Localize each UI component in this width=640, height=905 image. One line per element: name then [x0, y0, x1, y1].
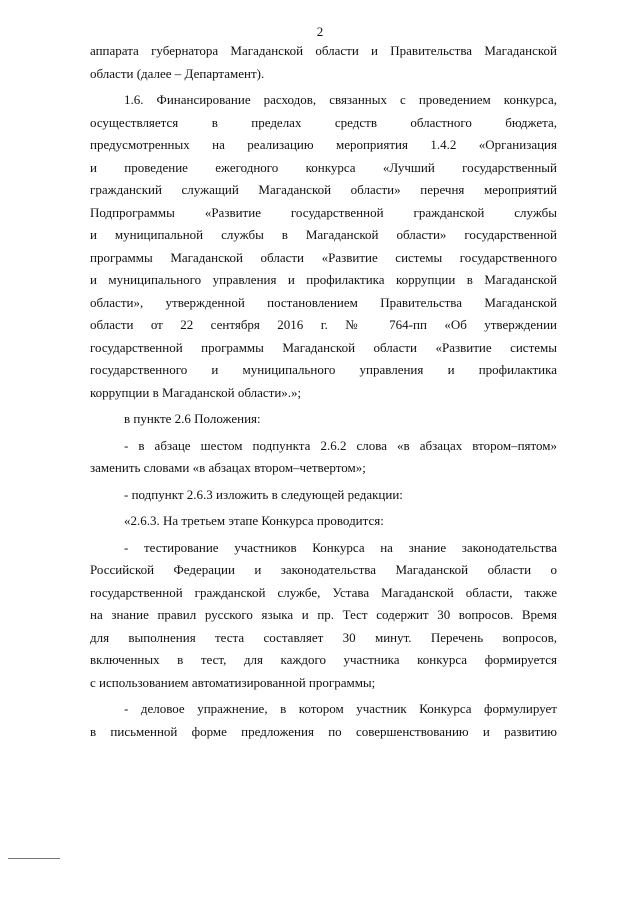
paragraph: [90, 435, 557, 480]
text-line: коррупции в Магаданской области».»;: [90, 384, 302, 400]
text-line: осуществляется в пределах средств областного бюджета,: [90, 114, 557, 130]
paragraph: [90, 537, 557, 695]
text-line: государственного и муниципального управления и профилактика: [90, 362, 557, 377]
text-line: - в абзаце шестом подпункта 2.6.2 слова «в абзацах втором–пятом»: [124, 437, 557, 453]
text-line: и муниципального управления и профилактика коррупции в Магаданской: [90, 272, 557, 287]
text-line: государственной программы Магаданской области «Развитие системы: [90, 339, 557, 355]
text-line: - деловое упражнение, в котором участник Конкурса формулирует: [124, 701, 557, 716]
text-line: и проведение ежегодного конкурса «Лучший государственный: [90, 159, 557, 175]
paragraph: [90, 698, 557, 743]
text-line: «2.6.3. На третьем этапе Конкурса проводится:: [124, 513, 384, 528]
text-line: гражданский служащий Магаданской области» перечня мероприятий: [90, 182, 557, 197]
footnote-separator: [8, 858, 60, 859]
text-line: - тестирование участников Конкурса на знание законодательства: [124, 539, 557, 555]
paragraph: [90, 484, 557, 507]
text-line: области», утвержденной постановлением Правительства Магаданской: [90, 294, 557, 310]
paragraph: [90, 89, 557, 404]
text-line: Российской Федерации и законодательства Магаданской области о: [90, 562, 557, 577]
text-line: заменить словами «в абзацах втором–четвертом»;: [90, 460, 366, 475]
text-line: 1.6. Финансирование расходов, связанных с проведением конкурса,: [124, 92, 557, 107]
paragraph: [90, 40, 557, 85]
paragraph: [90, 408, 557, 431]
text-line: области (далее – Департамент).: [90, 65, 265, 81]
text-line: аппарата губернатора Магаданской области и Правительства Магаданской: [90, 43, 557, 58]
text-line: предусмотренных на реализацию мероприятия 1.4.2 «Организация: [90, 137, 557, 152]
text-line: в пункте 2.6 Положения:: [124, 411, 261, 426]
page-number: 2: [316, 24, 324, 39]
text-line: в письменной форме предложения по совершенствованию и развитию: [90, 723, 557, 739]
document-body: [90, 40, 557, 743]
text-line: - подпункт 2.6.3 изложить в следующей редакции:: [124, 486, 403, 502]
paragraph: [90, 510, 557, 533]
text-line: с использованием автоматизированной программы;: [90, 674, 376, 690]
text-line: на знание правил русского языка и пр. Тест содержит 30 вопросов. Время: [90, 607, 557, 622]
text-line: области от 22 сентября 2016 г. № 764-пп «Об утверждении: [90, 317, 557, 332]
text-line: включенных в тест, для каждого участника конкурса формируется: [90, 652, 557, 667]
text-line: для выполнения теста составляет 30 минут. Перечень вопросов,: [90, 629, 557, 645]
text-line: государственной гражданской службе, Устава Магаданской области, также: [90, 584, 557, 600]
text-line: Подпрограммы «Развитие государственной гражданской службы: [90, 204, 557, 220]
text-line: программы Магаданской области «Развитие системы государственного: [90, 249, 557, 265]
text-line: и муниципальной службы в Магаданской области» государственной: [90, 227, 557, 242]
